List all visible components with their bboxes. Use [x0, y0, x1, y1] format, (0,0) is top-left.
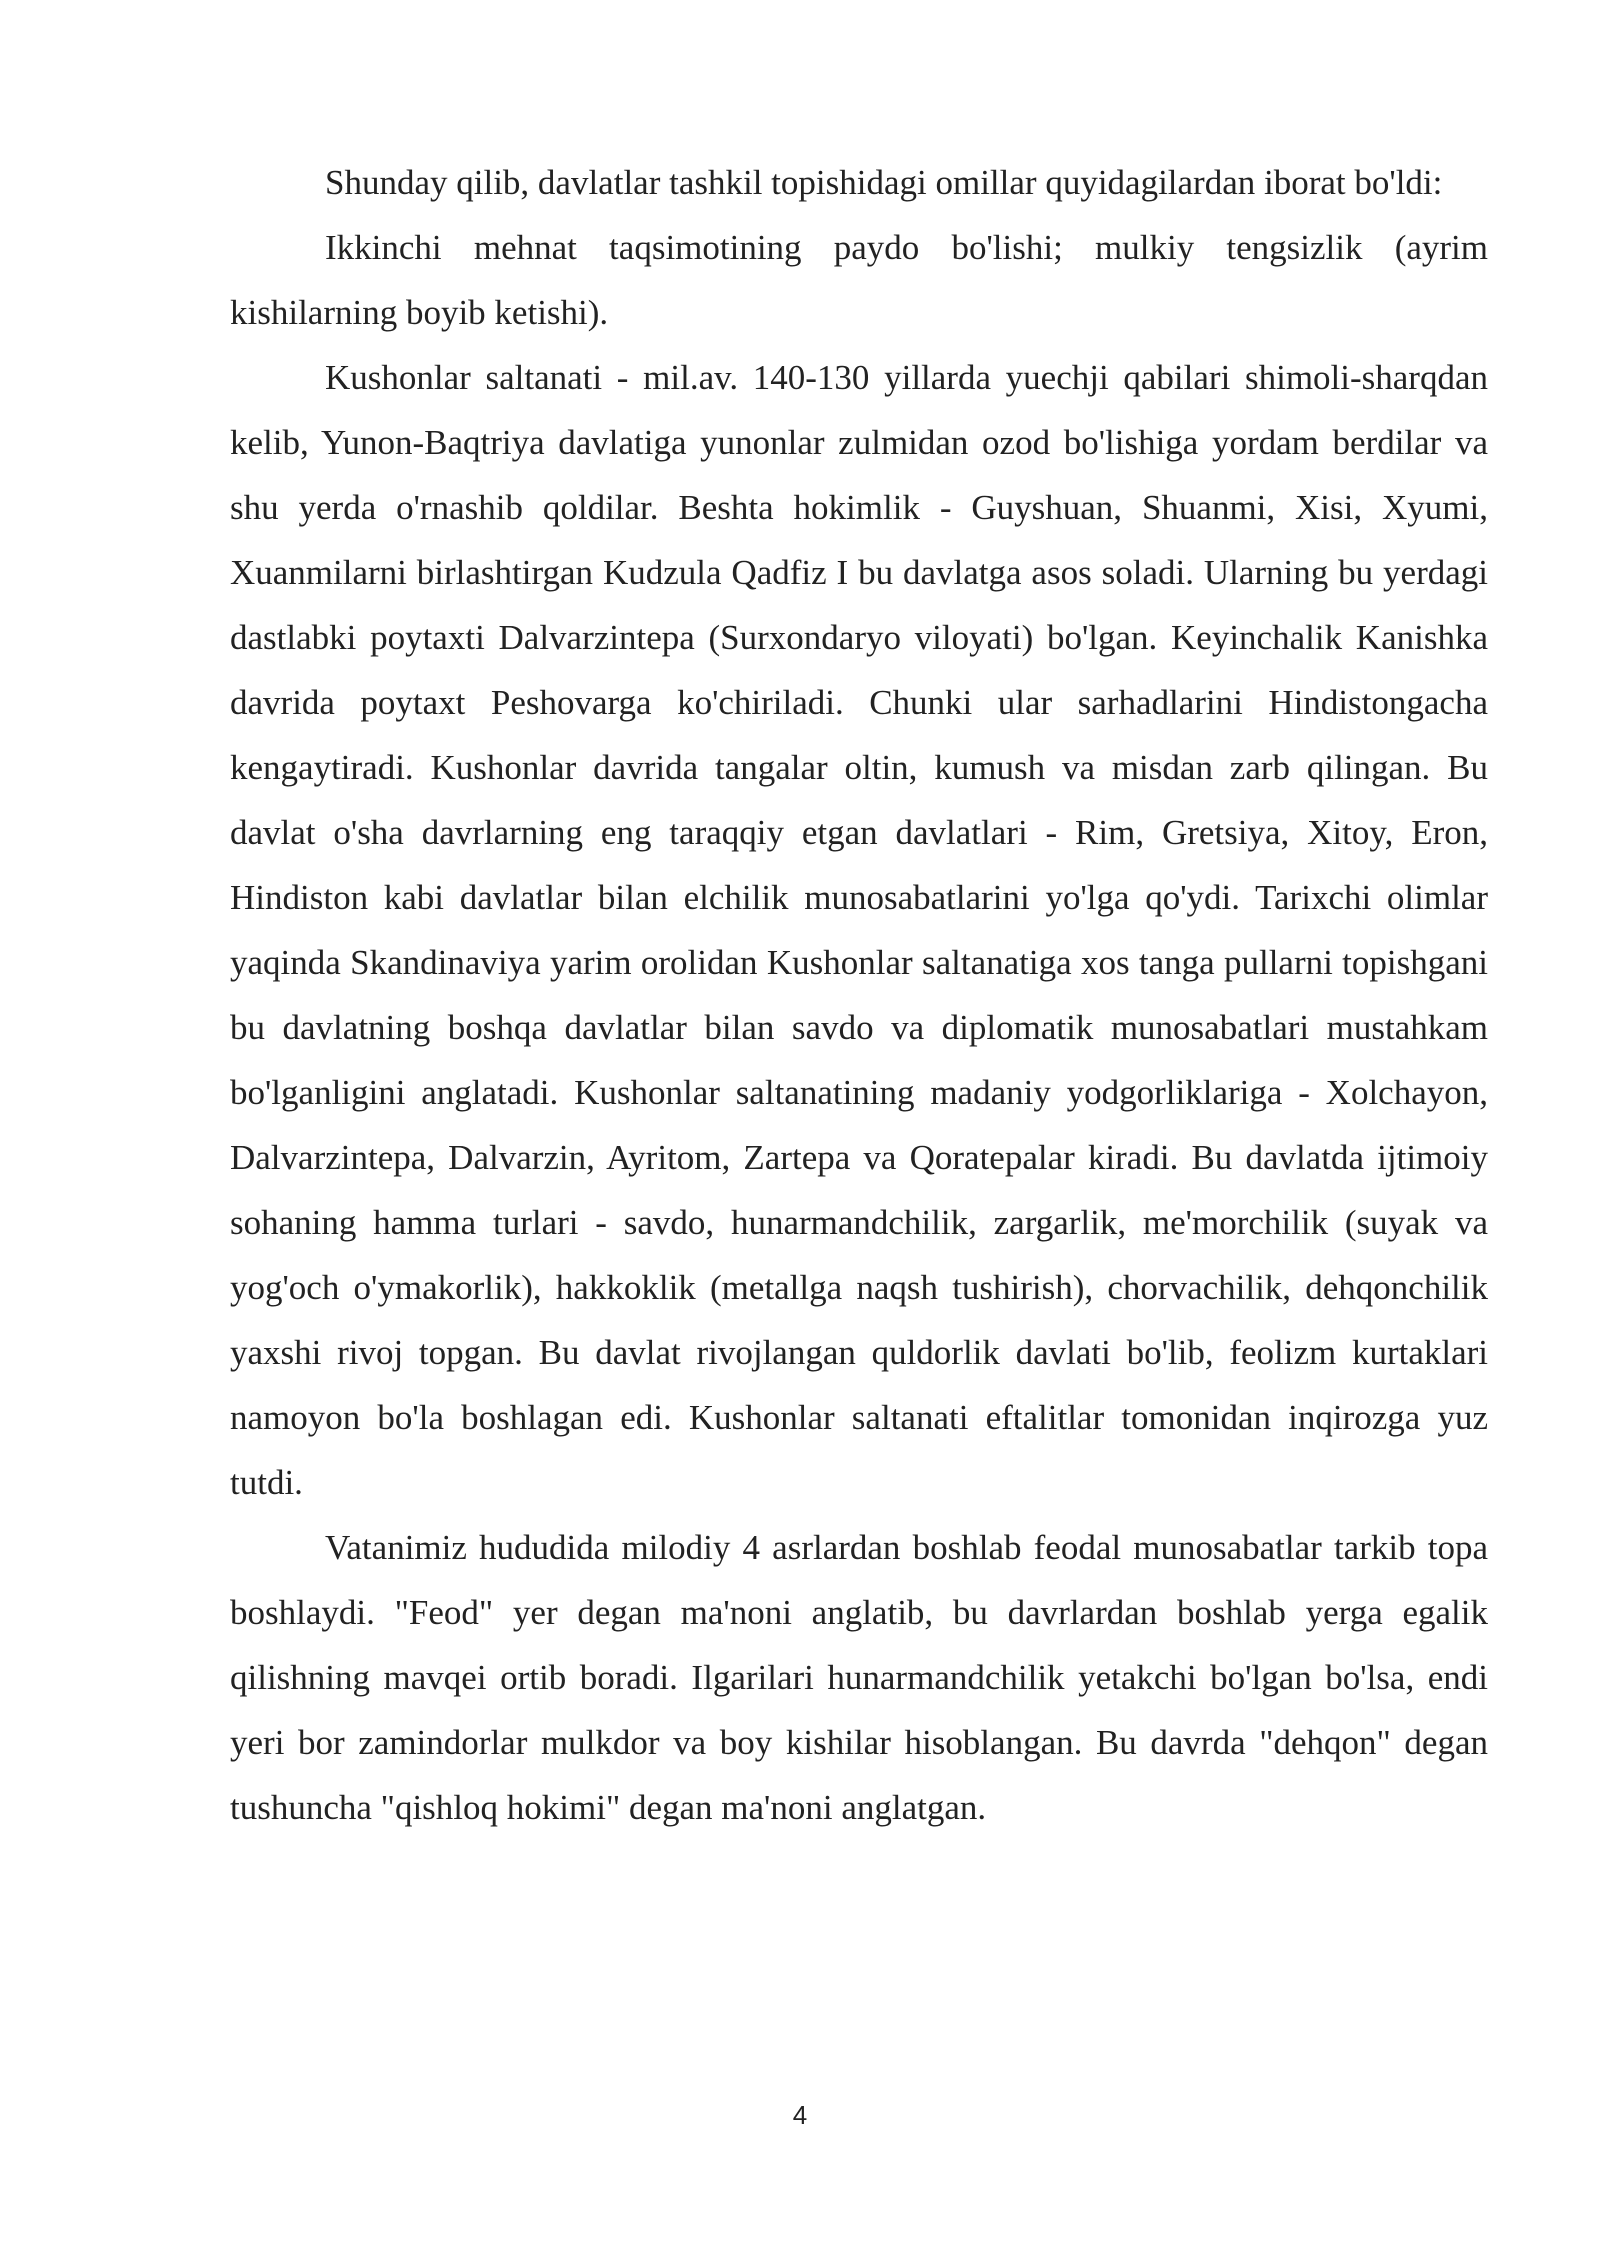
body-text — [230, 150, 1488, 1840]
paragraph-feudal-relations: Vatanimiz hududida milodiy 4 asrlardan boshlab feodal munosabatlar tarkib topa boshlaydi. "Feod" yer degan ma'noni anglatib, bu davrlardan boshlab yerga egalik qilishning mavqei ortib boradi. Ilgarilari hunarmandchilik yetakchi bo'lgan bo'lsa, endi yeri bor zamindorlar mulkdor va boy kishilar hisoblangan. Bu davrda "dehqon" degan tushuncha "qishloq hokimi" degan ma'noni anglatgan. — [230, 1528, 1488, 1827]
paragraph-labor-division: Ikkinchi mehnat taqsimotining paydo bo'lishi; mulkiy tengsizlik (ayrim kishilarning boyib ketishi). — [230, 228, 1488, 332]
paragraph-kushan-empire: Kushonlar saltanati - mil.av. 140-130 yillarda yuechji qabilari shimoli-sharqdan kelib, Yunon-Baqtriya davlatiga yunonlar zulmidan ozod bo'lishiga yordam berdilar va shu yerda o'rnashib qoldilar. Beshta hokimlik - Guyshuan, Shuanmi, Xisi, Xyumi, Xuanmilarni birlashtirgan Kudzula Qadfiz I bu davlatga asos soladi. Ularning bu yerdagi dastlabki poytaxti Dalvarzintepa (Surxondaryo viloyati) bo'lgan. Keyinchalik Kanishka davrida poytaxt Peshovarga ko'chiriladi. Chunki ular sarhadlarini Hindistongacha kengaytiradi. Kushonlar davrida tangalar oltin, kumush va misdan zarb qilingan. Bu davlat o'sha davrlarning eng taraqqiy etgan davlatlari - Rim, Gretsiya, Xitoy, Eron, Hindiston kabi davlatlar bilan elchilik munosabatlarini yo'lga qo'ydi. Tarixchi olimlar yaqinda Skandinaviya yarim orolidan Kushonlar saltanatiga xos tanga pullarni topishgani bu davlatning boshqa davlatlar bilan savdo va diplomatik munosabatlari mustahkam bo'lganligini anglatadi. Kushonlar saltanatining madaniy yodgorliklariga - Xolchayon, Dalvarzintepa, Dalvarzin, Ayritom, Zartepa va Qoratepalar kiradi. Bu davlatda ijtimoiy sohaning hamma turlari - savdo, hunarmandchilik, zargarlik, me'morchilik (suyak va yog'och o'ymakorlik), hakkoklik (metallga naqsh tushirish), chorvachilik, dehqonchilik yaxshi rivoj topgan. Bu davlat rivojlangan quldorlik davlati bo'lib, feolizm kurtaklari namoyon bo'la boshlagan edi. Kushonlar saltanati eftalitlar tomonidan inqirozga yuz tutdi. — [230, 358, 1488, 1502]
paragraph-intro: Shunday qilib, davlatlar tashkil topishidagi omillar quyidagilardan iborat bo'ldi: — [325, 163, 1443, 202]
page-number: 4 — [792, 2100, 808, 2130]
